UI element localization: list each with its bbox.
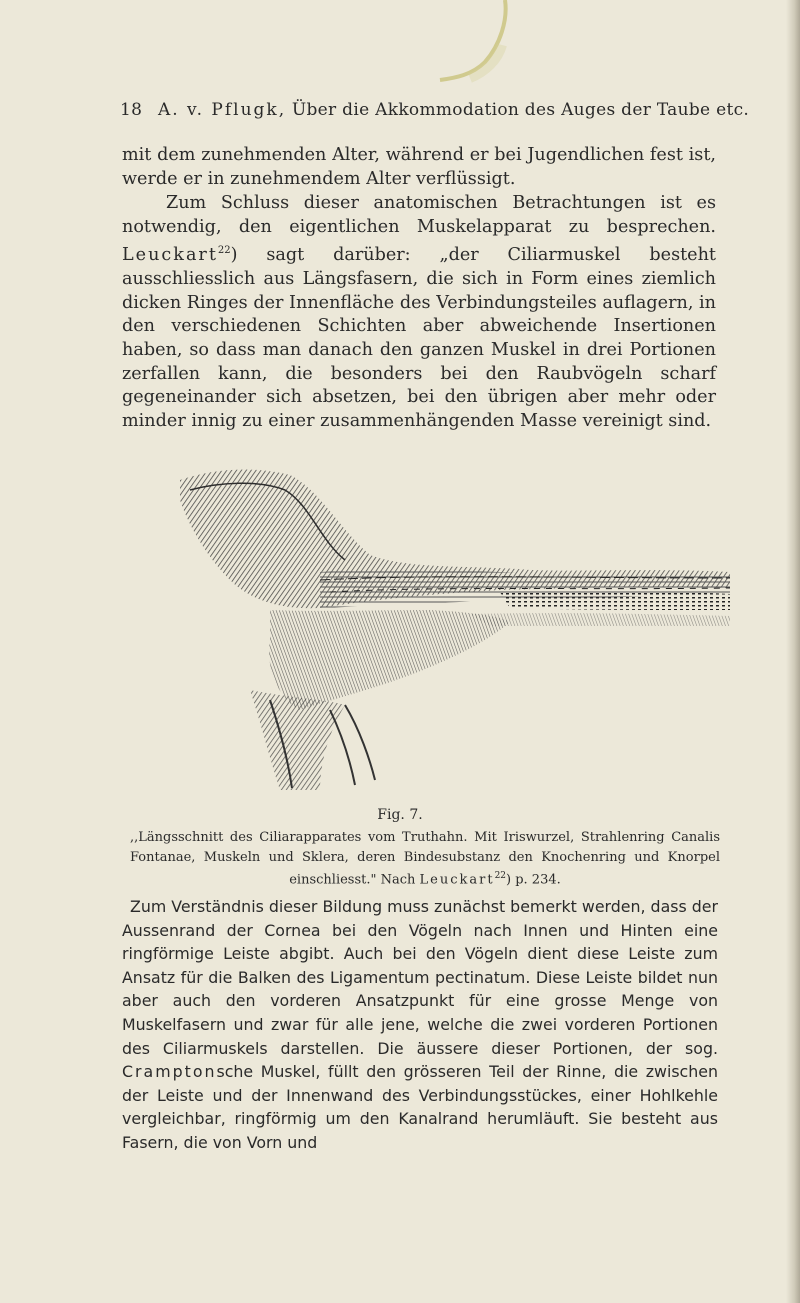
figure-label: Fig. 7. — [377, 807, 423, 823]
caption-text-a: ,,Längsschnitt des Ciliarapparates vom Truthahn. Mit Iriswurzel, Strahlenring Canalis Fontanae, Muskeln und Sklera, deren Bindesubstanz den Knochenring und Knorpel einschliesst." Nach — [130, 830, 720, 888]
crampton-name: Crampton — [122, 1062, 217, 1082]
header-title: Über die Akkommodation des Auges der Taube etc. — [291, 100, 750, 120]
page-number: 18 — [120, 100, 143, 120]
bone-ring — [500, 591, 730, 610]
iris-root — [250, 690, 345, 790]
paragraph-3 — [122, 895, 718, 1155]
header-author: A. v. Pflugk, — [157, 100, 287, 120]
running-header — [120, 100, 750, 120]
caption-reference: 22 — [494, 871, 507, 881]
figure-caption — [130, 828, 720, 890]
paragraph-3-text-b: sche Muskel, füllt den grösseren Teil der Rinne, die zwischen der Leiste und der Innenwand des Verbindungsstückes, einer Hohlkehle vergleichbar, ringförmig um den Kanalrand herumläuft. Sie besteht aus Fasern, die von Vorn und — [122, 1062, 718, 1152]
page-stain — [400, 0, 540, 90]
reference-number: 22 — [217, 245, 231, 257]
paragraph-1: mit dem zunehmenden Alter, während er bei Jugendlichen fest ist, werde er in zunehmendem Alter verflüssigt. — [122, 145, 716, 189]
figure-illustration — [170, 460, 730, 800]
paragraph-2-text-a: Zum Schluss dieser anatomischen Betrachtungen ist es notwendig, den eigentlichen Muskelapparat zu besprechen. — [122, 193, 716, 237]
paragraph-3-text-a: Zum Verständnis dieser Bildung muss zunächst bemerkt werden, dass der Aussenrand der Cornea bei den Vögeln nach Innen und Hinten eine ringförmige Leiste abgibt. Auch bei den Vögeln dient diese Leiste zum Ansatz für die Balken des Ligamentum pectinatum. Diese Leiste bildet nun aber auch den vorderen Ansatzpunkt für eine grosse Menge von Muskelfasern und zwar für alle jene, welche die zwei vorderen Portionen des Ciliarmuskels darstellen. Die äussere dieser Portionen, der sog. — [122, 897, 718, 1058]
page-edge-shadow — [786, 0, 800, 1303]
sclera-layer — [269, 610, 510, 710]
caption-text-b: ) p. 234. — [506, 872, 561, 888]
caption-author: Leuckart — [419, 872, 495, 888]
paragraph-2 — [122, 192, 716, 434]
paragraph-2-text-b: ) sagt darüber: „der Ciliarmuskel besteht ausschliesslich aus Längsfasern, die sich in Form eines ziemlich dicken Ringes der Innenfläche des Verbindungsteiles auflagern, in den verschiedenen Schichten aber abweichende Insertionen haben, so dass man danach den ganzen Muskel in drei Portionen zerfallen kann, die besonders bei den Raubvögeln scharf gegeneinander sich absetzen, bei den übrigen aber mehr oder minder innig zu einer zusammenhängenden Masse vereinigt sind. — [122, 245, 716, 432]
cited-author: Leuckart — [122, 245, 218, 266]
